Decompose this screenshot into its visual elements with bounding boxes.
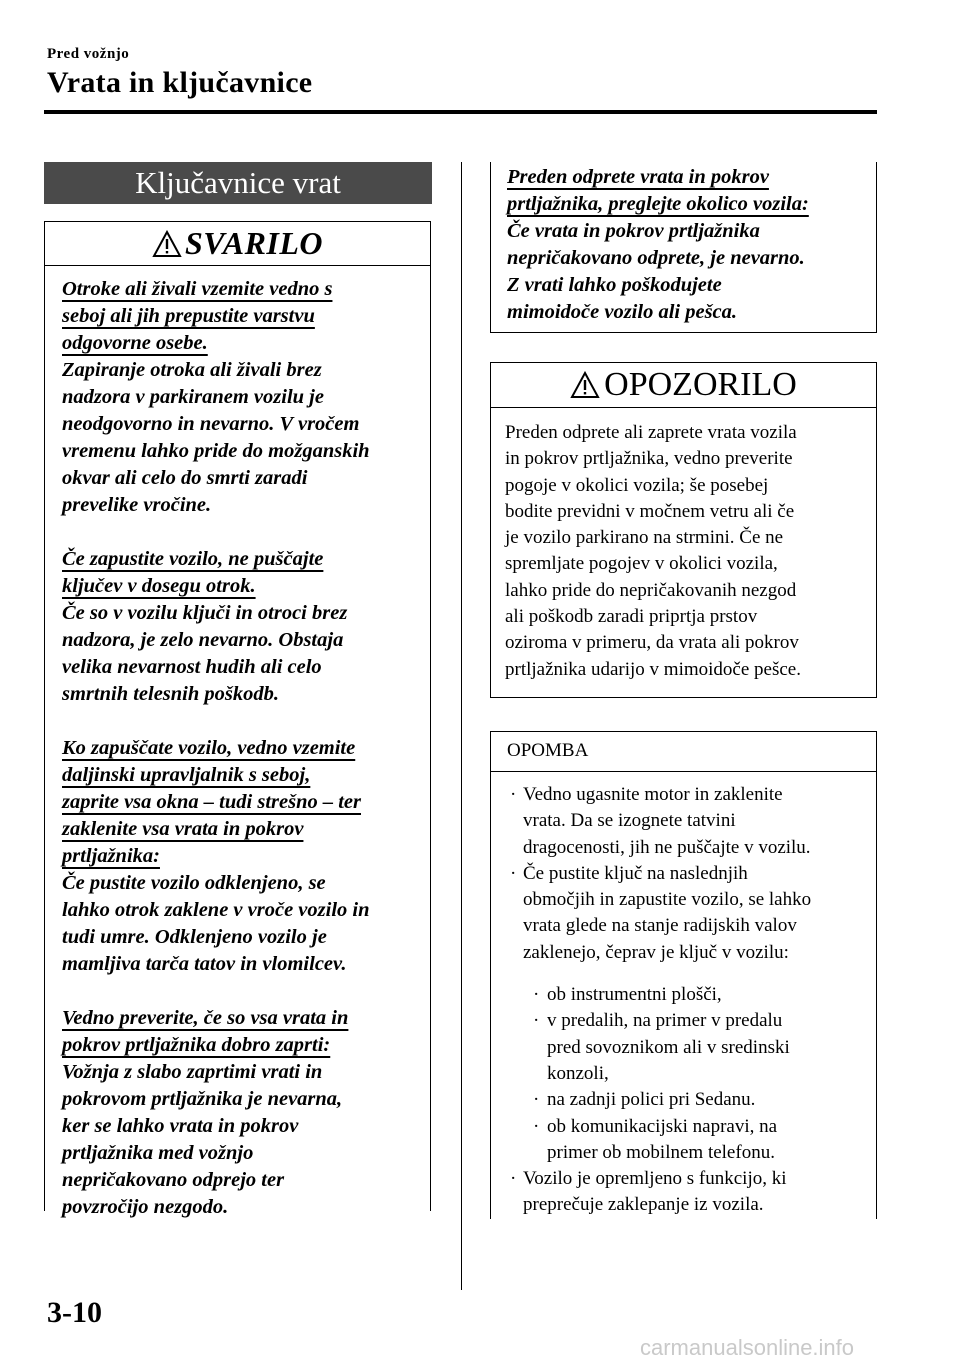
warning-text-line: okvar ali celo do smrti zaradi <box>62 467 308 489</box>
caution-text-line: spremljate pogojev v okolici vozila, <box>505 553 778 575</box>
note-text-line: Vozilo je opremljeno s funkcijo, ki <box>523 1168 787 1190</box>
note-text-line: zaklenejo, čeprav je ključ v vozilu: <box>523 941 789 963</box>
caution-header <box>491 363 876 408</box>
warning-text-line: smrtnih telesnih poškodb. <box>62 683 280 705</box>
note-text-line: Če pustite ključ na naslednjih <box>523 862 748 884</box>
note-text-line: vrata. Da se izognete tatvini <box>523 810 736 832</box>
warning-heading-line <box>62 816 414 843</box>
warning-text-line: nepričakovano odprejo ter <box>62 1169 285 1191</box>
note-text-line: konzoli, <box>547 1062 609 1084</box>
note-text-line: Vedno ugasnite motor in zaklenite <box>523 784 783 805</box>
warning-header <box>45 222 430 266</box>
warning-heading-line <box>62 276 414 303</box>
warning-text-line: velika nevarnost hudih ali celo <box>62 656 322 678</box>
note-list-item <box>505 1166 866 1219</box>
caution-text-line: lahko pride do nepričakovanih nezgod <box>505 579 797 601</box>
warning-heading-line <box>62 1032 414 1059</box>
warning-heading-line <box>507 191 862 218</box>
warning-heading-text: Otroke ali živali vzemite vedno s <box>62 278 333 300</box>
warning-heading-text: seboj ali jih prepustite varstvu <box>62 305 315 327</box>
warning-heading-line <box>62 330 414 357</box>
warning-heading-line <box>62 546 414 573</box>
warning-heading-text: zaprite vsa okna – tudi strešno – ter <box>62 791 361 813</box>
warning-heading-text: Ko zapuščate vozilo, vedno vzemite <box>62 737 356 759</box>
note-box <box>490 731 877 1219</box>
warning-text-line: mimoidoče vozilo ali pešca. <box>507 301 738 323</box>
bullet-icon: · <box>510 862 517 884</box>
warning-heading-line <box>62 303 414 330</box>
warning-heading-text: Vedno preverite, če so vsa vrata in <box>62 1007 349 1029</box>
warning-heading-text: odgovorne osebe. <box>62 332 208 354</box>
warning-triangle-icon <box>152 230 182 258</box>
warning-heading-text: prtljažnika: <box>62 845 160 867</box>
warning-text-line: nadzora v parkiranem vozilu je <box>62 386 324 408</box>
bullet-icon: · <box>533 984 540 1006</box>
caution-text-line: Preden odprete ali zaprete vrata vozila <box>505 422 797 443</box>
warning-text-line: Zapiranje otroka ali živali brez <box>62 359 322 381</box>
note-text-line: primer ob mobilnem telefonu. <box>547 1141 775 1163</box>
warning-body <box>45 266 430 1221</box>
note-body <box>491 772 876 1219</box>
warning-heading-line <box>62 735 414 762</box>
note-list-item <box>505 782 866 861</box>
warning-text-line: povzročijo nezgodo. <box>62 1196 229 1218</box>
caution-body <box>491 408 876 683</box>
warning-triangle-icon <box>570 371 600 399</box>
warning-text-line: ker se lahko vrata in pokrov <box>62 1115 299 1137</box>
bullet-icon: · <box>510 784 517 805</box>
warning-heading-text: Preden odprete vrata in pokrov <box>507 166 769 188</box>
warning-text-line: nepričakovano odprete, je nevarno. <box>507 247 805 269</box>
warning-text-line: prevelike vročine. <box>62 494 212 516</box>
warning-text-line: Če so v vozilu ključi in otroci brez <box>62 602 348 624</box>
watermark: carmanualsonline.info <box>640 1335 855 1360</box>
warning-heading-text: zaklenite vsa vrata in pokrov <box>62 818 304 840</box>
note-text-line: dragocenosti, jih ne puščajte v vozilu. <box>523 836 811 858</box>
note-list-item <box>505 1087 866 1113</box>
warning-heading-text: Če zapustite vozilo, ne puščajte <box>62 548 324 570</box>
caution-text-line: prtljažnika udarijo v mimoidoče pešce. <box>505 658 801 680</box>
warning-text-line: prtljažnika med vožnjo <box>62 1142 254 1164</box>
warning-text-line: neodgovorno in nevarno. V vročem <box>62 413 360 435</box>
note-list-item <box>505 1008 866 1087</box>
warning-heading-line <box>507 164 862 191</box>
warning-heading-text: prtljažnika, preglejte okolico vozila: <box>507 193 809 215</box>
caution-text-line: ali poškodb zaradi priprtja prstov <box>505 606 758 628</box>
caution-title: OPOZORILO <box>604 366 797 403</box>
warning-title: SVARILO <box>184 225 324 261</box>
note-text-line: pred sovoznikom ali v sredinski <box>547 1036 790 1058</box>
warning-text-line: nadzora, je zelo nevarno. Obstaja <box>62 629 344 651</box>
caution-text-line: pogoje v okolici vozila; še posebej <box>505 474 769 496</box>
spacer <box>62 978 414 1005</box>
note-text-line: območjih in zapustite vozilo, se lahko <box>523 889 812 911</box>
caution-box <box>490 362 877 698</box>
caution-text-line: bodite previdni v močnem vetru ali če <box>505 500 795 522</box>
column-divider <box>461 162 462 1290</box>
section-label: Pred vožnjo <box>47 46 130 62</box>
warning-box-continued <box>490 162 877 333</box>
note-list-item <box>505 1114 866 1167</box>
page-heading: Vrata in ključavnice <box>47 66 313 99</box>
bullet-icon: · <box>510 1168 517 1190</box>
warning-heading-line <box>62 1005 414 1032</box>
warning-text-line: tudi umre. Odklenjeno vozilo je <box>62 926 327 948</box>
note-text-line: v predalih, na primer v predalu <box>547 1010 783 1032</box>
warning-heading-line <box>62 843 414 870</box>
warning-heading-line <box>62 573 414 600</box>
warning-text-line: pokrovom prtljažnika je nevarna, <box>62 1088 343 1110</box>
note-text-line: vrata glede na stanje radijskih valov <box>523 915 797 937</box>
heading-rule <box>44 110 877 114</box>
warning-heading-text: ključev v dosegu otrok. <box>62 575 256 597</box>
warning-heading-line <box>62 762 414 789</box>
warning-text-line: Vožnja z slabo zaprtimi vrati in <box>62 1061 323 1083</box>
bullet-icon: · <box>533 1010 540 1032</box>
spacer <box>62 519 414 546</box>
warning-heading-text: pokrov prtljažnika dobro zaprti: <box>62 1034 331 1056</box>
warning-text-line: Z vrati lahko poškodujete <box>507 274 722 296</box>
note-text-line: na zadnji polici pri Sedanu. <box>547 1089 756 1111</box>
warning-text-line: Če vrata in pokrov prtljažnika <box>507 220 760 242</box>
warning-text-line: lahko otrok zaklene v vroče vozilo in <box>62 899 370 921</box>
note-list-item <box>505 861 866 966</box>
warning-heading-line <box>62 789 414 816</box>
page-number: 3-10 <box>47 1296 102 1329</box>
note-text-line: preprečuje zaklepanje iz vozila. <box>523 1194 764 1216</box>
warning-box <box>44 221 431 1218</box>
bullet-icon: · <box>533 1115 540 1137</box>
warning-text-line: mamljiva tarča tatov in vlomilcev. <box>62 953 347 975</box>
note-title: OPOMBA <box>491 732 876 772</box>
warning-text-line: Če pustite vozilo odklenjeno, se <box>62 872 326 894</box>
caution-text-line: oziroma v primeru, da vrata ali pokrov <box>505 632 799 654</box>
bullet-icon: · <box>533 1089 540 1111</box>
section-title: Ključavnice vrat <box>44 162 432 204</box>
caution-text-line: je vozilo parkirano na strmini. Če ne <box>505 527 784 549</box>
spacer <box>505 966 866 982</box>
caution-text-line: in pokrov prtljažnika, vedno preverite <box>505 448 793 470</box>
note-list-item <box>505 982 866 1008</box>
note-text-line: ob instrumentni plošči, <box>547 984 722 1006</box>
note-text-line: ob komunikacijski napravi, na <box>547 1115 778 1137</box>
warning-heading-text: daljinski upravljalnik s seboj, <box>62 764 311 786</box>
warning-text-line: vremenu lahko pride do možganskih <box>62 440 370 462</box>
spacer <box>62 708 414 735</box>
